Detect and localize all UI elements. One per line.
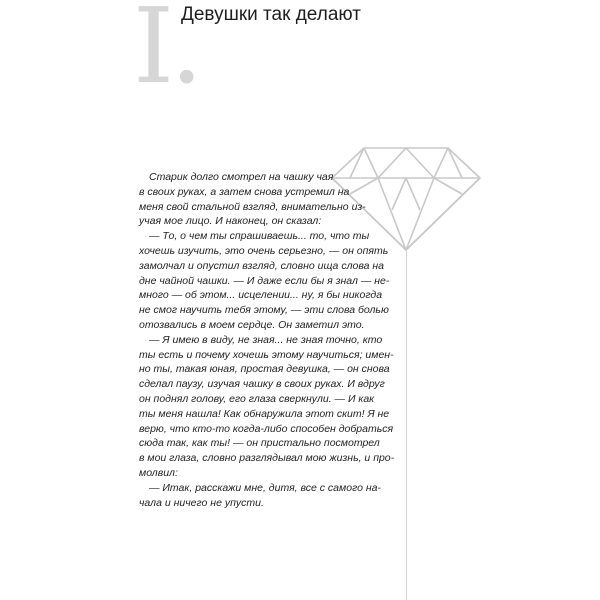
chapter-body [139, 170, 395, 510]
body-line: замолчал и опустил взгляд, словно ища слова на [139, 259, 384, 272]
body-line: меня свой стальной взгляд, внимательно из- [139, 200, 366, 213]
body-line: хочешь изучить, это очень серьезно, — он опять [139, 244, 389, 257]
body-line: он поднял голову, его глаза сверкнули. — И как [139, 392, 375, 405]
body-line: в своих руках, а затем снова устремил на [139, 185, 350, 198]
chapter-title: Девушки так делают [181, 4, 361, 25]
body-line: ты есть и почему хочешь этому научиться; имен- [139, 348, 394, 361]
body-line: не смог научить тебя этому, — эти слова болью [139, 304, 389, 317]
body-line: Старик долго смотрел на чашку чая [149, 171, 334, 183]
chapter-numeral: I. [133, 0, 200, 107]
body-line: чала и ничего не упусти. [139, 496, 264, 509]
body-line: — Итак, расскажи мне, дитя, все с самого на- [149, 481, 381, 494]
body-line: дне чайной чашки. — И даже если бы я знал — не- [139, 274, 390, 287]
body-line: много — об этом... исцелении... ну, я бы никогда [139, 289, 383, 302]
body-line: сюда так, как ты! — он пристально посмотрел [139, 437, 380, 450]
body-line: отозвались в моем сердце. Он заметил это. [139, 318, 365, 331]
body-line: в мои глаза, словно разглядывал мою жизнь, и про- [139, 452, 395, 465]
vertical-rule [406, 250, 407, 600]
body-line: но ты, такая юная, простая девушка, — он снова [139, 363, 390, 376]
body-line: — То, о чем ты спрашиваешь... то, что ты [149, 230, 370, 243]
body-line: ты меня нашла! Как обнаружила этот скит! Я не [139, 407, 390, 420]
body-line: молвил: [139, 466, 178, 479]
body-line: учая мое лицо. И наконец, он сказал: [139, 215, 322, 228]
body-line: сделал паузу, изучая чашку в своих руках. И вдруг [139, 378, 385, 391]
body-line: верю, что кто-то когда-либо способен добраться [139, 422, 394, 435]
body-line: — Я имею в виду, не зная... не зная точно, кто [149, 333, 383, 346]
